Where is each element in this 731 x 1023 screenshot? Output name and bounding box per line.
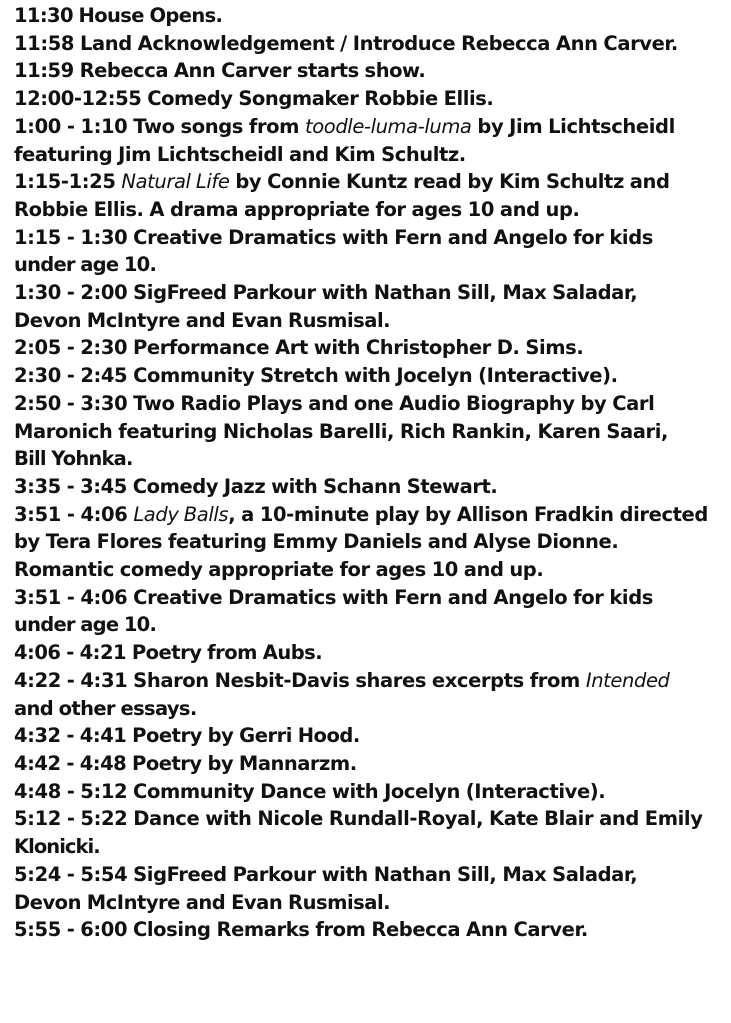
schedule-entry [14,224,731,252]
schedule-text: 3:51 - 4:06 Creative Dramatics with Fern and Angelo for kids [14,585,653,609]
schedule-entry-continuation [14,141,731,169]
schedule-text: Romantic comedy appropriate for ages 10 and up. [14,558,544,582]
schedule-text: by Connie Kuntz read by Kim Schultz and [229,170,670,194]
schedule-text: 11:59 Rebecca Ann Carver starts show. [14,59,426,83]
schedule-text: by Jim Lichtscheidl [471,114,675,138]
schedule-entry-continuation [14,556,731,584]
schedule-entry-continuation [14,611,731,639]
schedule-text: Robbie Ellis. A drama appropriate for ages 10 and up. [14,197,580,221]
schedule-text: Maronich featuring Nicholas Barelli, Rich Rankin, Karen Saari, [14,419,669,443]
schedule-text: 1:30 - 2:00 SigFreed Parkour with Nathan Sill, Max Saladar, [14,281,638,305]
work-title: Lady Balls [133,502,229,526]
schedule-entry [14,362,731,390]
schedule-text: 3:51 - 4:06 [14,502,134,526]
schedule-text: 1:15 - 1:30 Creative Dramatics with Fern and Angelo for kids [14,225,653,249]
schedule-text: by Tera Flores featuring Emmy Daniels and Alyse Dionne. [14,530,619,554]
schedule-text: and other essays. [14,696,197,720]
schedule-text: 1:15-1:25 [14,170,122,194]
work-title: Intended [585,668,670,692]
schedule-entry-continuation [14,251,731,279]
schedule-entry-continuation [14,418,731,446]
schedule-text: , a 10-minute play by Allison Fradkin directed [228,502,708,526]
schedule-text: 11:30 House Opens. [14,4,223,27]
schedule-text: 2:30 - 2:45 Community Stretch with Jocelyn (Interactive). [14,364,618,388]
schedule-text: 4:32 - 4:41 Poetry by Gerri Hood. [14,724,360,748]
schedule-entry [14,57,731,85]
work-title: Natural Life [121,170,230,194]
schedule-text: Bill Yohnka. [14,447,133,471]
schedule-entry [14,279,731,307]
schedule-text: Devon McIntyre and Evan Rusmisal. [14,308,391,332]
schedule-entry [14,334,731,362]
schedule-text: featuring Jim Lichtscheidl and Kim Schultz. [14,142,466,166]
schedule-entry-continuation [14,445,731,473]
schedule-entry-continuation [14,307,731,335]
schedule-entry [14,2,731,30]
schedule-entry [14,722,731,750]
schedule-entry [14,113,731,141]
schedule-entry-continuation [14,695,731,723]
schedule-text: 11:58 Land Acknowledgement / Introduce Rebecca Ann Carver. [14,31,678,55]
schedule-text: 5:12 - 5:22 Dance with Nicole Rundall-Royal, Kate Blair and Emily [14,807,703,831]
schedule-text: 5:55 - 6:00 Closing Remarks from Rebecca Ann Carver. [14,918,588,942]
schedule-text: 5:24 - 5:54 SigFreed Parkour with Nathan Sill, Max Saladar, [14,862,638,886]
schedule-text: 4:22 - 4:31 Sharon Nesbit-Davis shares excerpts from [14,668,586,692]
schedule-text: Klonicki. [14,835,100,859]
schedule-text: 4:06 - 4:21 Poetry from Aubs. [14,641,323,665]
schedule-text: 2:05 - 2:30 Performance Art with Christopher D. Sims. [14,336,584,360]
schedule-text: 12:00-12:55 Comedy Songmaker Robbie Ellis. [14,87,494,111]
schedule-text: 4:42 - 4:48 Poetry by Mannarzm. [14,751,357,775]
schedule-text: Devon McIntyre and Evan Rusmisal. [14,890,391,914]
schedule-entry [14,85,731,113]
schedule-text: 4:48 - 5:12 Community Dance with Jocelyn (Interactive). [14,779,606,803]
schedule-entry [14,30,731,58]
schedule-entry [14,473,731,501]
schedule-entry-continuation [14,196,731,224]
schedule-entry [14,501,731,529]
schedule-entry-continuation [14,889,731,917]
schedule-entry [14,584,731,612]
schedule-text: 2:50 - 3:30 Two Radio Plays and one Audio Biography by Carl [14,391,655,415]
schedule-entry [14,390,731,418]
work-title: toodle-luma-luma [305,114,472,138]
schedule-entry [14,168,731,196]
schedule-entry [14,778,731,806]
schedule-entry-continuation [14,833,731,861]
schedule-entry [14,639,731,667]
schedule-text: under age 10. [14,613,157,637]
schedule-text: 1:00 - 1:10 Two songs from [14,114,305,138]
schedule-entry [14,667,731,695]
schedule-entry [14,750,731,778]
schedule-entry [14,916,731,944]
schedule-entry [14,805,731,833]
schedule-text: 3:35 - 3:45 Comedy Jazz with Schann Stewart. [14,474,498,498]
schedule-text: under age 10. [14,253,157,277]
schedule-entry [14,861,731,889]
schedule-entry-continuation [14,528,731,556]
